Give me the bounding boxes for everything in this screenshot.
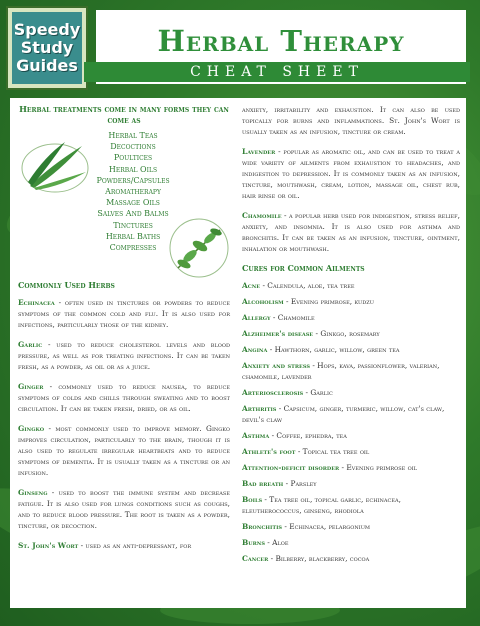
cure-item	[242, 403, 460, 425]
ailment-remedy: - Tea tree oil, topical garlic, echinacea, eleutherococcus, ginseng, rhodiola	[242, 495, 401, 515]
herb-entry	[18, 339, 230, 372]
logo	[6, 6, 88, 90]
forms-area	[18, 130, 230, 280]
herb-text: - commonly used to reduce nausea, to reduce symptoms of colds and chills through sweating and to boost circulation. It can be taken fresh, dried, or as oil.	[18, 382, 230, 413]
ailment-name: Boils	[242, 495, 263, 504]
herb-name: Ginseng	[18, 488, 48, 497]
cure-item	[242, 430, 460, 441]
cure-item	[242, 344, 460, 355]
page-subtitle: CHEAT SHEET	[190, 64, 364, 80]
ailment-name: Allergy	[242, 313, 271, 322]
cure-item	[242, 296, 460, 307]
ailment-remedy: - Chamomile	[270, 313, 315, 322]
herb-name: Echinacea	[18, 298, 55, 307]
list-item: Salves And Balms	[97, 209, 169, 219]
subtitle-bar	[84, 62, 470, 82]
logo-line: Speedy	[13, 20, 81, 39]
ailment-name: Angina	[242, 345, 268, 354]
list-item: Herbal Teas	[108, 131, 158, 140]
ailment-name: Arteriosclerosis	[242, 388, 304, 397]
herb-entry	[242, 146, 460, 201]
herb-text: - a popular herb used for indigestion, stress relief, anxiety, and insomnia. It is also used for asthma and bronchitis. It can be taken as an infusion, tincture, ointment, inhalation or mouthwash.	[242, 211, 460, 253]
ailment-remedy: - Ginkgo, rosemary	[313, 329, 380, 338]
ailment-remedy: - Coffee, ephedra, tea	[269, 431, 347, 440]
right-column	[242, 104, 460, 569]
cure-item	[242, 280, 460, 291]
logo-line: Study	[20, 38, 74, 57]
herb-text: - popular as aromatic oil, and can be used to treat a wide variety of ailments from exhaustion to headaches, and indigestion to depression. It is commonly taken as an infusion, tincture, mouthwash, cream, lotion, massage oil, chest rub, hair rinse or oil.	[242, 147, 460, 200]
herb-name: Chamomile	[242, 211, 282, 220]
ailment-remedy: - Echinacea, pelargonium	[282, 522, 371, 531]
common-herbs-heading: Commonly Used Herbs	[18, 280, 115, 290]
page-title: Herbal Therapy	[157, 24, 405, 58]
herb-entry	[18, 487, 230, 531]
cure-item	[242, 553, 460, 564]
cure-item	[242, 446, 460, 457]
cure-item	[242, 360, 460, 382]
herb-name: Garlic	[18, 340, 43, 349]
ailment-remedy: - Evening primrose oil	[339, 463, 418, 472]
herb-name: Lavender	[242, 147, 276, 156]
herb-text: - often used in tinctures or powders to reduce symptoms of the common cold and flu. It is also used for infections, particularly those of the kidney.	[18, 298, 230, 329]
herb-sprig-icon	[168, 218, 230, 278]
ailment-name: Athlete's foot	[242, 447, 296, 456]
herb-name: Ginger	[18, 382, 44, 391]
ailment-remedy: - Evening primrose, kudzu	[283, 297, 374, 306]
ailment-name: Arthritis	[242, 404, 277, 413]
herb-text: - used as an anti-depressant, for	[78, 541, 192, 550]
list-item: Aromatherapy	[105, 187, 161, 197]
cure-item	[242, 494, 460, 516]
ailment-name: Bronchitis	[242, 522, 283, 531]
herb-entry	[18, 423, 230, 478]
list-item: Herbal Baths	[105, 231, 161, 241]
ailment-remedy: - Topical tea tree oil	[295, 447, 370, 456]
cure-item	[242, 521, 460, 532]
list-item: Herbal Oils	[108, 164, 158, 174]
ailment-name: Burns	[242, 538, 265, 547]
ailment-name: Cancer	[242, 554, 269, 563]
herb-continued-text: anxiety, irritability and exhaustion. It can also be used topically for burns and inflammations. St. John's Wort is usually taken as an infusion, tincture or cream.	[242, 105, 460, 136]
ailment-remedy: - Aloe	[264, 538, 289, 547]
list-item: Compresses	[109, 243, 157, 253]
herb-entry	[18, 381, 230, 414]
ailment-remedy: - Capsicum, ginger, turmeric, willow, cat's claw, devil's claw	[242, 404, 445, 424]
ailment-remedy: - Garlic	[303, 388, 333, 397]
herb-text: - most commonly used to improve memory. Gingko improves circulation, particularly to the brain, though it is also used to regulate irregular heartbeats and to reduce symptoms of dementia. It is usually taken as a tincture or an infusion.	[18, 424, 230, 477]
herb-entry	[242, 210, 460, 254]
ailment-name: Bad breath	[242, 479, 284, 488]
list-item: Powders/Capsules	[96, 175, 170, 185]
cures-heading: Cures for Common Ailments	[242, 263, 365, 273]
ailment-name: Attention-deficit disorder	[242, 463, 340, 472]
ailment-remedy: - Calendula, aloe, tea tree	[260, 281, 355, 290]
ailment-remedy: - Parsley	[283, 479, 317, 488]
cure-item	[242, 478, 460, 489]
ailment-remedy: - Bilberry, blackberry, cocoa	[268, 554, 370, 563]
herb-text: - used to reduce cholesterol levels and blood pressure, as well as for treating infections. It can be taken fresh, as a powder, as oil or as a juice.	[18, 340, 230, 371]
list-item: Poultices	[113, 153, 153, 163]
herb-name: Gingko	[18, 424, 45, 433]
herb-entry	[18, 297, 230, 330]
logo-line: Guides	[16, 56, 78, 75]
ailment-remedy: - Hawthorn, garlic, willow, green tea	[267, 345, 400, 354]
cure-item	[242, 462, 460, 473]
herb-entry	[18, 540, 230, 551]
cure-item	[242, 312, 460, 323]
cure-item	[242, 387, 460, 398]
ailment-name: Alcoholism	[242, 297, 284, 306]
cure-item	[242, 537, 460, 548]
ailment-name: Asthma	[242, 431, 270, 440]
cure-item	[242, 328, 460, 339]
list-item: Massage Oils	[106, 198, 160, 208]
left-column	[18, 104, 230, 560]
ailment-remedy: - Hops, kava, passionflower, valerian, chamomile, lavender	[242, 361, 440, 381]
ailment-name: Alzheimer's disease	[242, 329, 314, 338]
ailment-name: Acne	[242, 281, 261, 290]
ailment-name: Anxiety and stress	[242, 361, 310, 370]
list-item: Tinctures	[113, 220, 153, 230]
intro-heading: Herbal treatments come in many forms they can come as	[19, 104, 229, 125]
cheat-sheet	[10, 98, 466, 608]
herb-text: - used to boost the immune system and decrease fatigue. It is also used for lungs conditions such as coughs, and to reduce blood pressure. The root is taken as a powder, tincture, or decoction.	[18, 488, 230, 530]
herb-name: St. John's Wort	[18, 541, 79, 550]
list-item: Decoctions	[110, 142, 156, 152]
